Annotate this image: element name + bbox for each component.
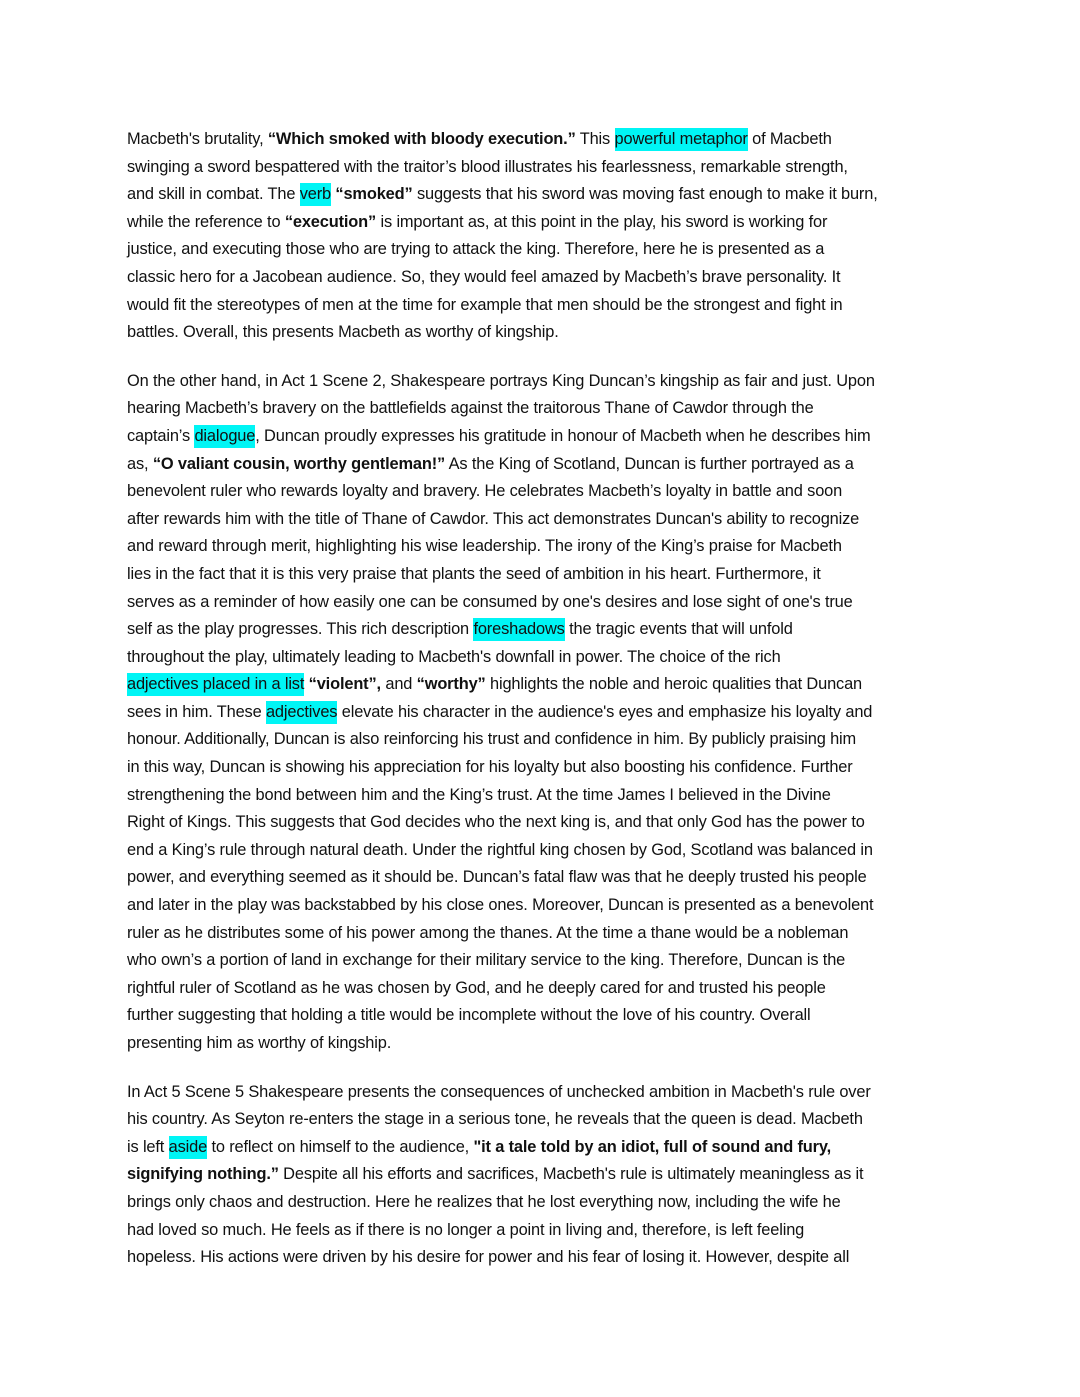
highlighted-term: dialogue xyxy=(194,425,255,448)
text-run: who own’s a portion of land in exchange for their military service to the king. Therefore, Duncan is the xyxy=(127,951,846,970)
highlighted-term: aside xyxy=(169,1136,207,1159)
text-run: swinging a sword bespattered with the traitor’s blood illustrates his fearlessness, remarkable strength, xyxy=(127,157,848,176)
text-line xyxy=(127,1134,967,1162)
text-line xyxy=(127,920,967,948)
paragraph xyxy=(127,126,967,347)
text-line xyxy=(127,368,967,396)
text-line xyxy=(127,837,967,865)
text-line xyxy=(127,1244,967,1272)
bold-quote: “O valiant cousin, worthy gentleman!” xyxy=(152,454,446,473)
text-run: and reward through merit, highlighting his wise leadership. The irony of the King’s praise for Macbeth xyxy=(127,537,842,556)
text-run: Macbeth's brutality, xyxy=(127,130,268,148)
text-run: , Duncan proudly expresses his gratitude in honour of Macbeth when he describes him xyxy=(255,426,871,445)
text-run: of Macbeth xyxy=(747,130,832,148)
text-run: end a King’s rule through natural death. Under the rightful king chosen by God, Scotland was balanced in xyxy=(127,840,873,859)
text-line xyxy=(127,782,967,810)
paragraph xyxy=(127,368,967,1058)
text-run: his country. As Seyton re-enters the stage in a serious tone, he reveals that the queen is dead. Macbeth xyxy=(127,1110,863,1129)
text-line xyxy=(127,754,967,782)
text-run: As the King of Scotland, Duncan is further portrayed as a xyxy=(445,454,854,473)
text-run: would fit the stereotypes of men at the time for example that men should be the strongest and fight in xyxy=(127,295,843,314)
text-line xyxy=(127,947,967,975)
text-run: battles. Overall, this presents Macbeth as worthy of kingship. xyxy=(127,323,559,342)
text-run: and later in the play was backstabbed by his close ones. Moreover, Duncan is presented as a benevolent xyxy=(127,896,874,915)
text-line xyxy=(127,506,967,534)
text-run: Despite all his efforts and sacrifices, Macbeth's rule is ultimately meaningless as it xyxy=(278,1165,864,1184)
highlighted-term: powerful metaphor xyxy=(615,128,748,151)
text-line xyxy=(127,699,967,727)
text-run: hearing Macbeth’s bravery on the battlefields against the traitorous Thane of Cawdor through the xyxy=(127,399,814,418)
text-line xyxy=(127,892,967,920)
text-run: On the other hand, in Act 1 Scene 2, Shakespeare portrays King Duncan’s kingship as fair and just. Upon xyxy=(127,371,875,390)
text-run: captain’s xyxy=(127,426,195,445)
text-run: classic hero for a Jacobean audience. So, they would feel amazed by Macbeth’s brave personality. It xyxy=(127,267,841,286)
text-run: had loved so much. He feels as if there is no longer a point in living and, therefore, is left feeling xyxy=(127,1220,805,1239)
text-line xyxy=(127,264,967,292)
text-run: and xyxy=(380,675,417,694)
text-line xyxy=(127,533,967,561)
text-line xyxy=(127,671,967,699)
text-line xyxy=(127,209,967,237)
text-line xyxy=(127,181,967,209)
text-line xyxy=(127,1106,967,1134)
text-run: and skill in combat. The xyxy=(127,185,300,204)
text-line xyxy=(127,864,967,892)
text-run: sees in him. These xyxy=(127,702,266,721)
text-run: ruler as he distributes some of his power among the thanes. At the time a thane would be a nobleman xyxy=(127,923,849,942)
text-line xyxy=(127,589,967,617)
text-line xyxy=(127,1189,967,1217)
text-run: hopeless. His actions were driven by his desire for power and his fear of losing it. However, despite all xyxy=(127,1248,850,1267)
text-run: further suggesting that holding a title would be incomplete without the love of his country. Overall xyxy=(127,1006,811,1025)
text-run: rightful ruler of Scotland as he was chosen by God, and he deeply cared for and trusted his people xyxy=(127,978,826,997)
bold-quote: “execution” xyxy=(284,212,377,231)
text-run: presenting him as worthy of kingship. xyxy=(127,1034,392,1052)
text-run: power, and everything seemed as it should be. Duncan’s fatal flaw was that he deeply trusted his people xyxy=(127,868,867,887)
text-line xyxy=(127,423,967,451)
text-run: In Act 5 Scene 5 Shakespeare presents the consequences of unchecked ambition in Macbeth's rule over xyxy=(127,1082,871,1101)
text-run: is important as, at this point in the play, his sword is working for xyxy=(376,212,828,231)
text-line xyxy=(127,395,967,423)
text-run: while the reference to xyxy=(127,212,285,231)
text-line xyxy=(127,292,967,320)
paragraph xyxy=(127,1079,967,1272)
text-run: strengthening the bond between him and the King’s trust. At the time James I believed in the Divine xyxy=(127,785,831,804)
text-line xyxy=(127,1217,967,1245)
bold-quote: signifying nothing.” xyxy=(127,1165,279,1184)
text-run: is left xyxy=(127,1137,169,1156)
highlighted-term: adjectives placed in a list xyxy=(127,673,304,696)
text-run: in this way, Duncan is showing his appreciation for his loyalty but also boosting his confidence. Further xyxy=(127,758,853,777)
text-line xyxy=(127,561,967,589)
text-run: elevate his character in the audience's eyes and emphasize his loyalty and xyxy=(337,702,873,721)
text-run: the tragic events that will unfold xyxy=(564,620,793,639)
bold-quote: “Which smoked with bloody execution.” xyxy=(267,130,576,148)
text-line xyxy=(127,726,967,754)
text-run: throughout the play, ultimately leading to Macbeth's downfall in power. The choice of the rich xyxy=(127,647,781,666)
bold-quote: “worthy” xyxy=(416,675,486,694)
text-run: benevolent ruler who rewards loyalty and bravery. He celebrates Macbeth’s loyalty in battle and soon xyxy=(127,482,843,501)
text-line xyxy=(127,126,967,154)
text-line xyxy=(127,478,967,506)
text-run: highlights the noble and heroic qualities that Duncan xyxy=(485,675,863,694)
text-run: Right of Kings. This suggests that God decides who the next king is, and that only God has the power to xyxy=(127,813,865,832)
text-line xyxy=(127,975,967,1003)
text-line xyxy=(127,809,967,837)
document-page xyxy=(127,126,967,1293)
bold-quote: “smoked” xyxy=(335,185,413,204)
text-line xyxy=(127,1030,967,1058)
text-run: self as the play progresses. This rich description xyxy=(127,620,474,639)
text-run: lies in the fact that it is this very praise that plants the seed of ambition in his heart. Furthermore, it xyxy=(127,564,821,583)
text-line xyxy=(127,644,967,672)
text-run: honour. Additionally, Duncan is also reinforcing his trust and confidence in him. By publicly praising him xyxy=(127,730,857,749)
highlighted-term: foreshadows xyxy=(473,618,564,641)
text-line xyxy=(127,1079,967,1107)
text-line xyxy=(127,319,967,347)
text-run: justice, and executing those who are trying to attack the king. Therefore, here he is presented as a xyxy=(127,240,825,259)
text-run: This xyxy=(575,130,615,148)
text-run: to reflect on himself to the audience, xyxy=(207,1137,474,1156)
text-run: suggests that his sword was moving fast enough to make it burn, xyxy=(412,185,878,204)
bold-quote: “violent”, xyxy=(308,675,381,694)
text-line xyxy=(127,451,967,479)
text-line xyxy=(127,236,967,264)
text-line xyxy=(127,154,967,182)
text-line xyxy=(127,616,967,644)
highlighted-term: adjectives xyxy=(266,701,337,724)
text-line xyxy=(127,1161,967,1189)
text-line xyxy=(127,1002,967,1030)
text-run: after rewards him with the title of Thane of Cawdor. This act demonstrates Duncan's ability to recognize xyxy=(127,509,860,528)
bold-quote: "it a tale told by an idiot, full of sound and fury, xyxy=(473,1137,832,1156)
text-run: serves as a reminder of how easily one can be consumed by one's desires and lose sight of one's true xyxy=(127,592,853,611)
text-run: brings only chaos and destruction. Here he realizes that he lost everything now, including the wife he xyxy=(127,1192,841,1211)
highlighted-term: verb xyxy=(300,183,331,206)
text-run: as, xyxy=(127,454,153,473)
